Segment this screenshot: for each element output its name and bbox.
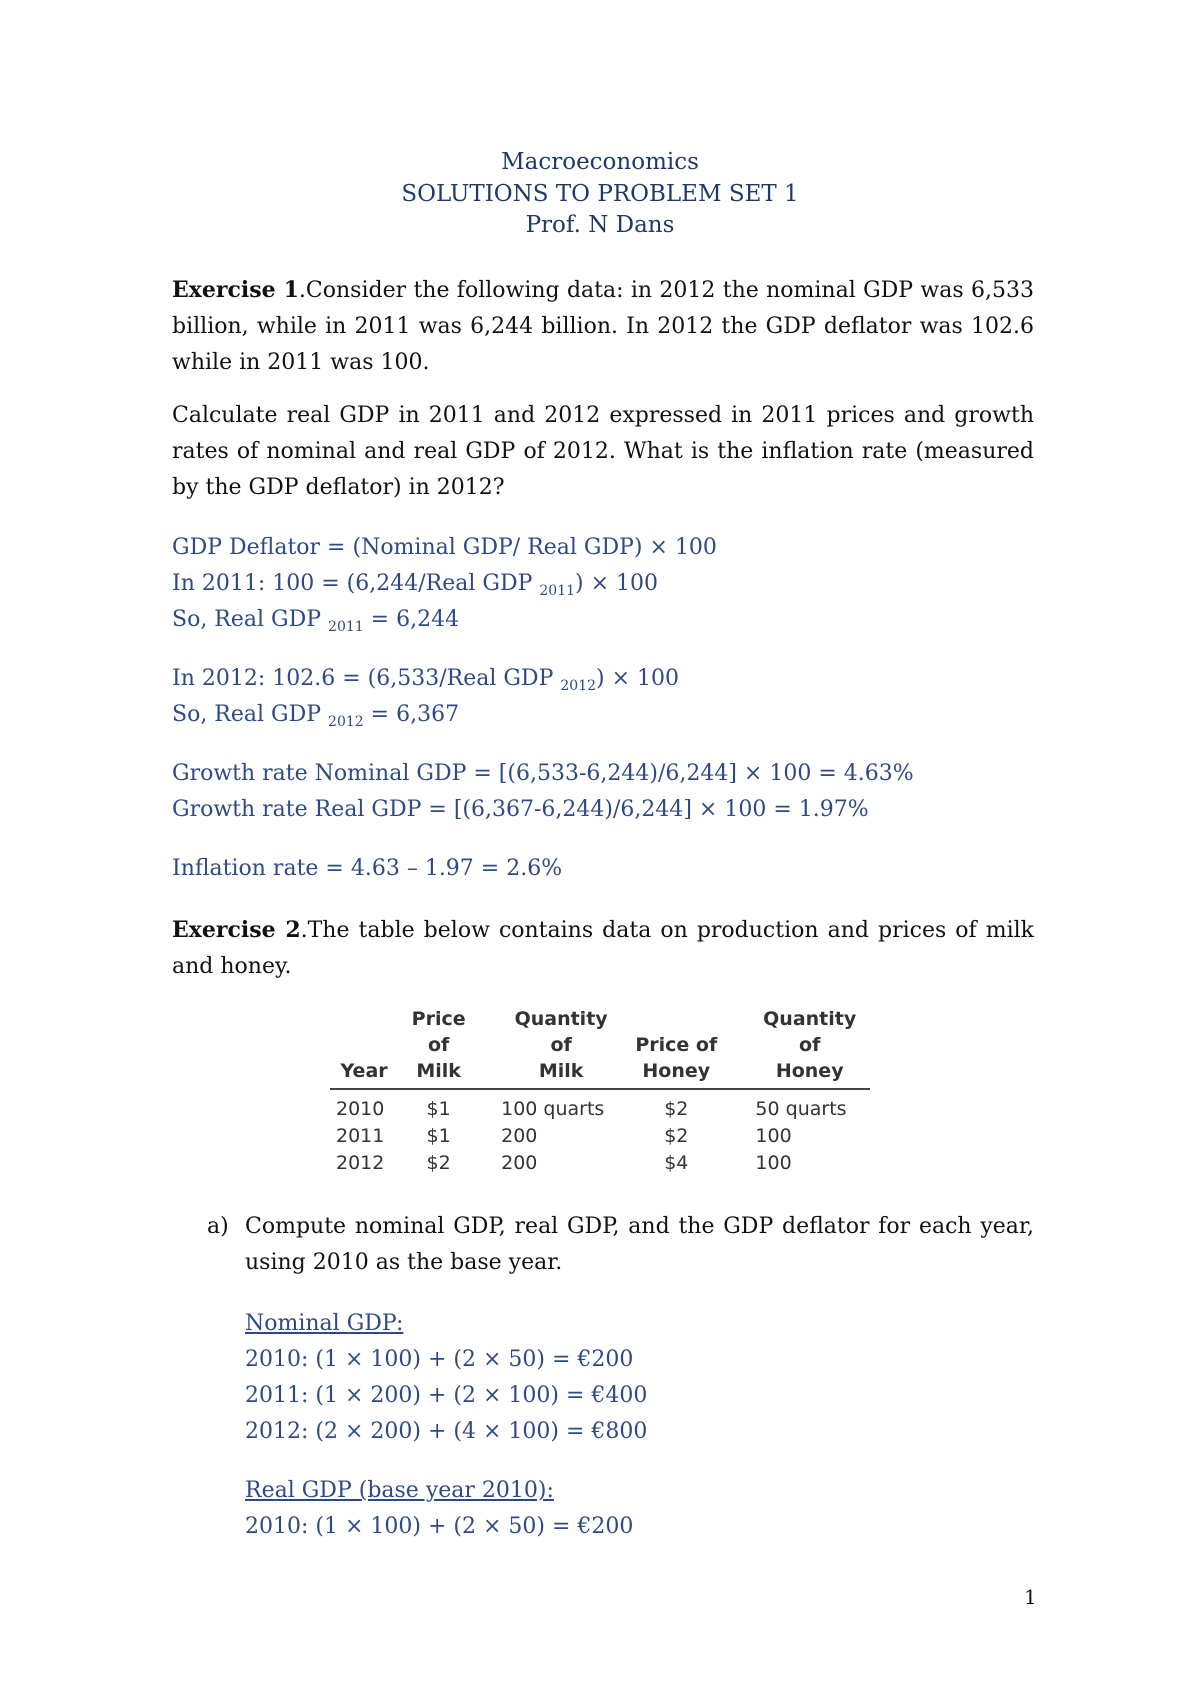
solution-line-2012-equation: In 2012: 102.6 = (6,533/Real GDP $_{2012}$) × 100 [172, 666, 680, 694]
part-a-question: Compute nominal GDP, real GDP, and the GDP deflator for each year, using 2010 as the base year. [245, 1214, 1034, 1275]
table-row: 2010 $1 100 quarts $2 50 quarts [336, 1098, 847, 1120]
nominal-gdp-line-2010: 2010: (1 × 100) + (2 × 50) = €200 [245, 1347, 634, 1372]
solution-line-deflator-formula: GDP Deflator = (Nominal GDP/ Real GDP) × 100 [172, 535, 717, 560]
nominal-gdp-line-2011: 2011: (1 × 200) + (2 × 100) = €400 [245, 1383, 648, 1408]
document-title: SOLUTIONS TO PROBLEM SET 1 [401, 181, 799, 207]
solution-line-real-gdp-2012: So, Real GDP $_{2012}$ = 6,367 [172, 702, 460, 730]
table-row: 2012 $2 200 $4 100 [336, 1152, 792, 1174]
exercise-1-question: Calculate real GDP in 2011 and 2012 expressed in 2011 prices and growth rates of nominal and real GDP of 2012. What is the inflation rate (measured by the GDP deflator) in 2012? [172, 403, 1034, 500]
header-price-honey: Price of Honey [627, 1006, 725, 1089]
solution-line-real-gdp-2011: So, Real GDP $_{2011}$ = 6,244 [172, 607, 460, 635]
header-quantity-milk: Quantity of Milk [479, 1006, 627, 1089]
header-year: Year [330, 1006, 398, 1089]
nominal-gdp-line-2012: 2012: (2 × 200) + (4 × 100) = €800 [245, 1419, 648, 1444]
real-gdp-line-2010: 2010: (1 × 100) + (2 × 50) = €200 [245, 1514, 634, 1539]
milk-honey-table [330, 1006, 870, 1177]
exercise-1-statement [172, 272, 1034, 381]
exercise-2-label: Exercise 2 [172, 917, 301, 943]
author-line: Prof. N Dans [525, 212, 675, 238]
solution-line-2011-equation: In 2011: 100 = (6,244/Real GDP $_{2011}$) × 100 [172, 571, 659, 599]
nominal-gdp-heading: Nominal GDP: [245, 1311, 404, 1336]
solution-line-nominal-growth: Growth rate Nominal GDP = [(6,533-6,244)/6,244] × 100 = 4.63% [172, 761, 914, 786]
header-price-milk: Price of Milk [398, 1006, 479, 1089]
solution-line-inflation: Inflation rate = 4.63 – 1.97 = 2.6% [172, 856, 563, 881]
exercise-2-statement [172, 912, 1034, 985]
page-number: 1 [1024, 1585, 1037, 1609]
table-header-row [330, 1006, 870, 1089]
exercise-1-intro: .Consider the following data: in 2012 the nominal GDP was 6,533 billion, while in 2011 was 6,244 billion. In 2012 the GDP deflator was 102.6 while in 2011 was 100. [172, 278, 1034, 375]
exercise-2-intro: .The table below contains data on production and prices of milk and honey. [172, 918, 1035, 979]
solution-line-real-growth: Growth rate Real GDP = [(6,367-6,244)/6,244] × 100 = 1.97% [172, 797, 869, 822]
part-a-label: a) [207, 1214, 229, 1239]
real-gdp-heading: Real GDP (base year 2010): [245, 1478, 554, 1503]
header-quantity-honey: Quantity of Honey [725, 1006, 870, 1089]
table-row: 2011 $1 200 $2 100 [336, 1125, 792, 1147]
course-title: Macroeconomics [501, 149, 699, 175]
exercise-1-label: Exercise 1 [172, 277, 299, 303]
